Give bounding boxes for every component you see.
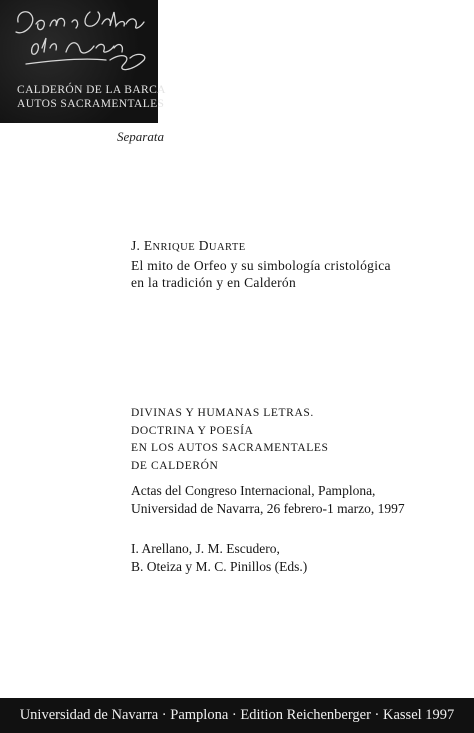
proceedings-line-2: Universidad de Navarra, 26 febrero-1 marzo, 1997: [131, 500, 405, 516]
author-first-name-smallcaps: NRIQUE: [152, 242, 196, 253]
author-name: [131, 237, 391, 257]
book-title-line-4: DE CALDERÓN: [131, 459, 219, 472]
series-title-line-2: AUTOS SACRAMENTALES: [17, 98, 165, 110]
book-title-line-1: DIVINAS Y HUMANAS LETRAS.: [131, 407, 314, 419]
proceedings-block: [131, 482, 405, 517]
editors-line-2: B. Oteiza y M. C. Pinillos (Eds.): [131, 558, 308, 574]
author-surname-smallcaps: UARTE: [208, 242, 246, 253]
editors-block: [131, 540, 307, 575]
separata-label: Separata: [117, 129, 164, 144]
article-block: [131, 237, 391, 292]
article-title-line-1: El mito de Orfeo y su simbología cristológica: [131, 257, 391, 273]
editors-line-1: I. Arellano, J. M. Escudero,: [131, 541, 280, 556]
author-initial: J. E: [131, 238, 153, 253]
publisher-footer: Universidad de Navarra · Pamplona · Edition Reichenberger · Kassel 1997: [0, 698, 474, 733]
series-logo-block: [0, 0, 166, 123]
calderon-signature-image: [6, 2, 154, 80]
proceedings-line-1: Actas del Congreso Internacional, Pamplona,: [131, 483, 376, 498]
article-title-line-2: en la tradición y en Calderón: [131, 275, 297, 290]
book-title-line-2: DOCTRINA Y POESÍA: [131, 424, 254, 437]
book-title-block: [131, 405, 329, 475]
book-title-line-3: EN LOS AUTOS SACRAMENTALES: [131, 442, 329, 454]
author-surname-initial: D: [195, 238, 209, 253]
series-title-line-1: CALDERÓN DE LA BARCA: [17, 84, 166, 96]
